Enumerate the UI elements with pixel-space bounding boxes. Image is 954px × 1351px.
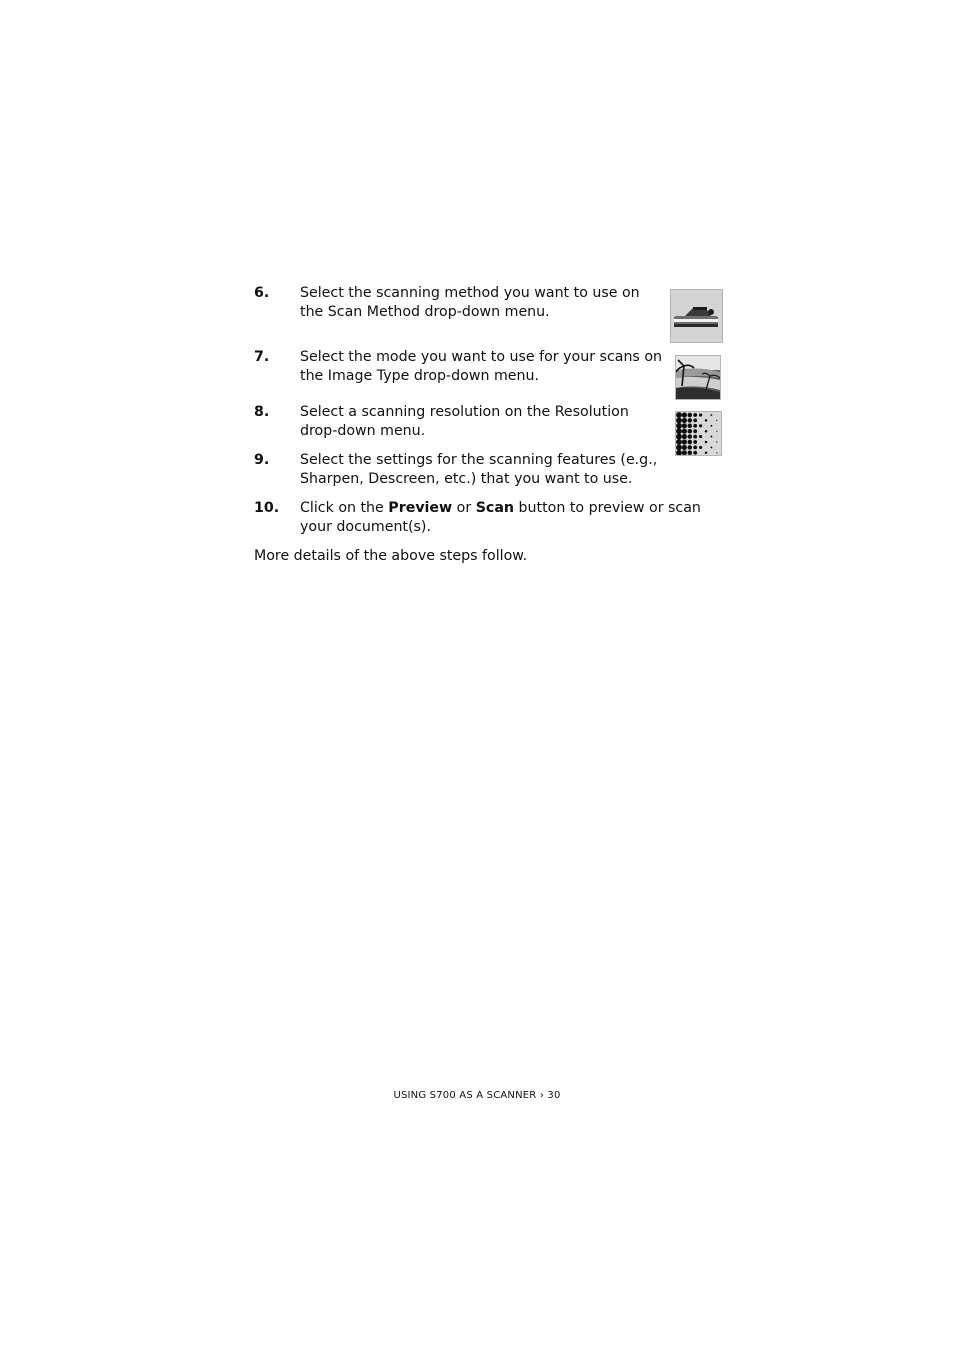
step-text-part: or (452, 500, 476, 516)
scanner-icon (670, 289, 723, 343)
scan-button-label: Scan (475, 500, 515, 516)
photo-landscape-icon (675, 355, 721, 400)
step-text: Select the mode you want to use for your scans on the Image Type drop-down menu. (300, 349, 663, 384)
step-number: 8. (254, 404, 270, 420)
closing-paragraph: More details of the above steps follow. (254, 548, 528, 564)
step-number: 9. (254, 452, 270, 468)
preview-button-label: Preview (388, 500, 453, 516)
step-text (300, 499, 710, 537)
page-footer: USING S700 AS A SCANNER › 30 (393, 1090, 561, 1101)
step-number: 10. (254, 500, 280, 516)
step-text: Select the scanning method you want to use on the Scan Method drop-down menu. (300, 285, 640, 320)
step-number: 7. (254, 349, 270, 365)
step-text-part: button to preview or scan your document(s). (300, 500, 701, 535)
step-text-part: Click on the (300, 500, 389, 516)
step-text: Select a scanning resolution on the Resolution drop-down menu. (300, 404, 629, 439)
step-text: Select the settings for the scanning features (e.g., Sharpen, Descreen, etc.) that you want to use. (300, 452, 658, 487)
step-number: 6. (254, 285, 270, 301)
resolution-dots-icon (675, 411, 722, 456)
